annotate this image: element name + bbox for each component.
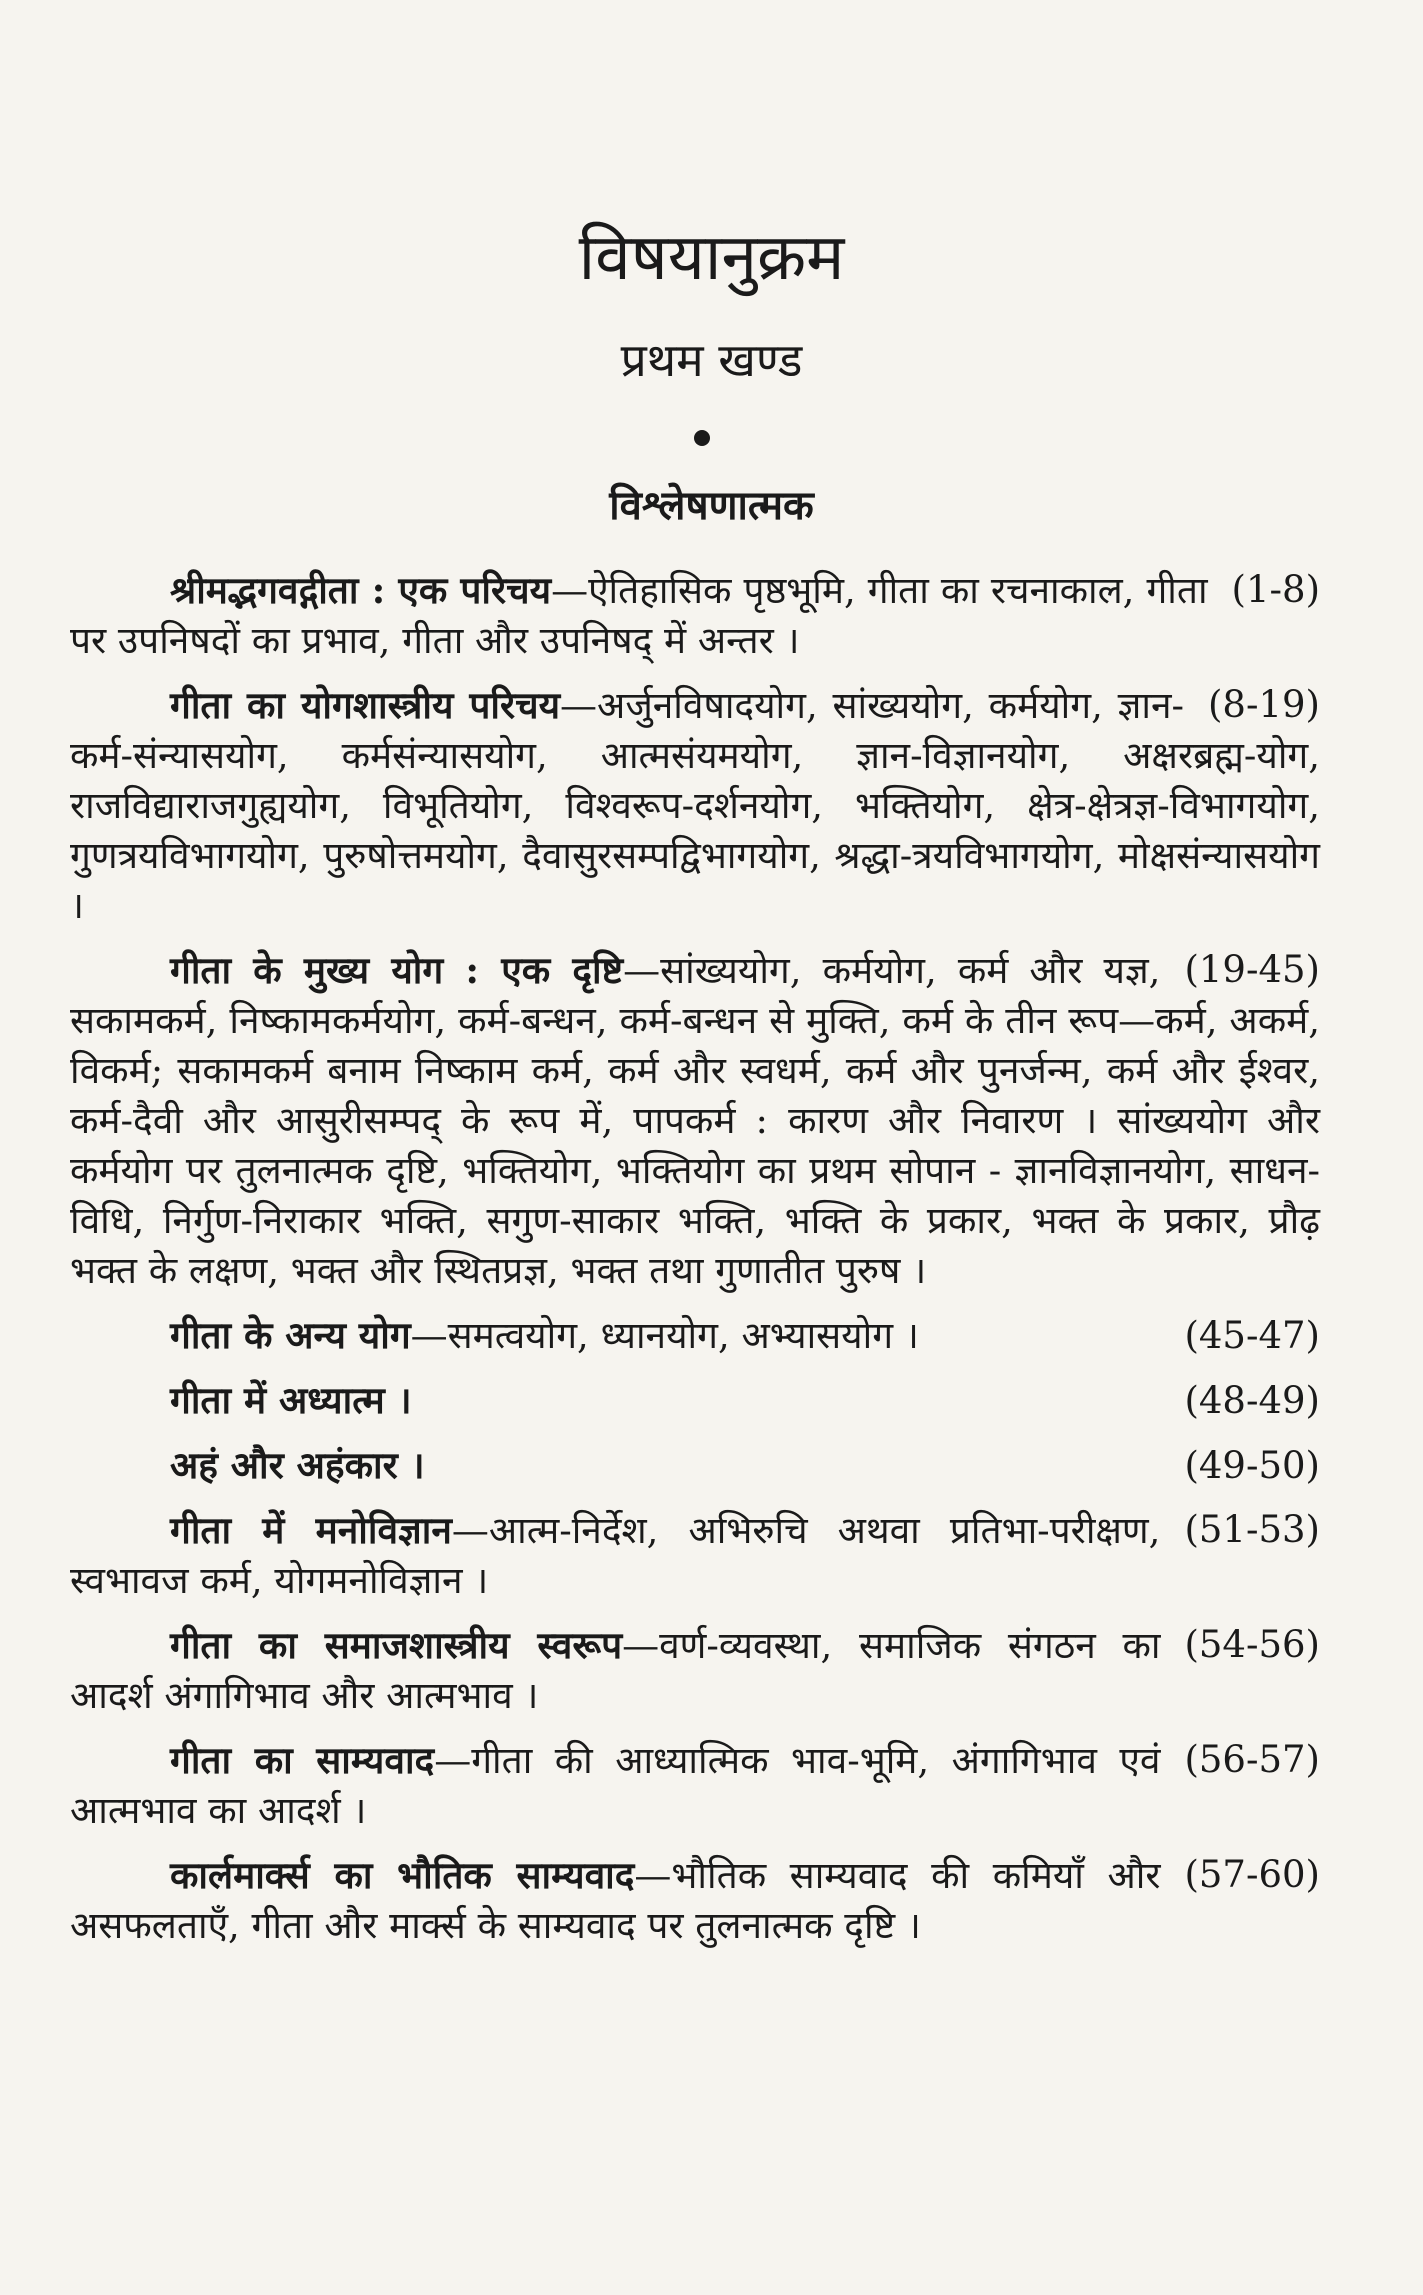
toc-heading: गीता में अध्यात्म । (170, 1378, 412, 1422)
toc-text: —सांख्ययोग, कर्मयोग, कर्म और यज्ञ, सकामकर्म, निष्कामकर्मयोग, कर्म-बन्धन, कर्म-बन्धन से मुक्ति, कर्म के तीन रूप—कर्म, अकर्म, विकर्म; सकामकर्म बनाम निष्काम कर्म, कर्म और स्वधर्म, कर्म और पुनर्जन्म, कर्म और ईश्वर, कर्म-दैवी और आसुरीसम्पद् के रूप में, पापकर्म : कारण और निवारण । सांख्ययोग और कर्मयोग पर तुलनात्मक दृष्टि, भक्तियोग, भक्तियोग का प्रथम सोपान - ज्ञानविज्ञानयोग, साधन-विधि, निर्गुण-निराकार भक्ति, सगुण-साकार भक्ति, भक्ति के प्रकार, भक्त के प्रकार, प्रौढ़ भक्त के लक्षण, भक्त और स्थितप्रज्ञ, भक्त तथा गुणातीत पुरुष । (70, 949, 1320, 1292)
toc-heading: गीता का समाजशास्त्रीय स्वरूप (170, 1623, 623, 1667)
toc-pages: (49-50) (1184, 1444, 1320, 1487)
toc-text: —ऐतिहासिक पृष्ठभूमि, गीता का रचनाकाल, गीता पर उपनिषदों का प्रभाव, गीता और उपनिषद् में अन्तर । (70, 569, 1208, 662)
toc-entry (70, 1440, 1320, 1491)
toc-entry (70, 1735, 1320, 1836)
toc-heading: श्रीमद्भगवद्गीता : एक परिचय (170, 568, 552, 612)
toc-text: —वर्ण-व्यवस्था, समाजिक संगठन का आदर्श अंगागिभाव और आत्मभाव । (70, 1624, 1161, 1717)
toc-heading: अहं और अहंकार । (170, 1443, 425, 1487)
toc-text: —समत्वयोग, ध्यानयोग, अभ्यासयोग । (410, 1314, 919, 1357)
toc-pages: (57-60) (1184, 1853, 1320, 1896)
toc-text: —गीता की आध्यात्मिक भाव-भूमि, अंगागिभाव एवं आत्मभाव का आदर्श । (70, 1739, 1161, 1832)
toc-heading: कार्लमार्क्स का भौतिक साम्यवाद (170, 1853, 635, 1897)
toc-entry (70, 1310, 1320, 1361)
toc-entry (70, 1375, 1320, 1426)
toc-heading: गीता का साम्यवाद (170, 1738, 435, 1782)
page-title: विषयानुक्रम (578, 221, 845, 295)
toc-text: —अर्जुनविषादयोग, सांख्ययोग, कर्मयोग, ज्ञान-कर्म-संन्यासयोग, कर्मसंन्यासयोग, आत्मसंयमयोग, ज्ञान-विज्ञानयोग, अक्षरब्रह्म-योग, राजविद्याराजगुह्ययोग, विभूतियोग, विश्वरूप-दर्शनयोग, भक्तियोग, क्षेत्र-क्षेत्रज्ञ-विभागयोग, गुणत्रयविभागयोग, पुरुषोत्तमयोग, दैवासुरसम्पद्विभागयोग, श्रद्धा-त्रयविभागयोग, मोक्षसंन्यासयोग । (70, 684, 1320, 927)
toc-entry (70, 1505, 1320, 1606)
toc-entry (70, 680, 1320, 931)
toc-heading: गीता के मुख्य योग : एक दृष्टि (170, 948, 624, 992)
toc-entry (70, 565, 1320, 666)
toc-entry (70, 1620, 1320, 1721)
bullet-dot-icon (694, 430, 710, 446)
toc-entry (70, 945, 1320, 1296)
section-heading: विश्लेषणात्मक (609, 482, 814, 529)
toc-heading: गीता का योगशास्त्रीय परिचय (170, 683, 561, 727)
toc-text: —आत्म-निर्देश, अभिरुचि अथवा प्रतिभा-परीक्षण, स्वभावज कर्म, योगमनोविज्ञान । (70, 1509, 1161, 1602)
toc-pages: (56-57) (1184, 1738, 1320, 1781)
toc-pages: (19-45) (1184, 948, 1320, 991)
table-of-contents (70, 565, 1320, 1965)
toc-text: —भौतिक साम्यवाद की कमियाँ और असफलताएँ, गीता और मार्क्स के साम्यवाद पर तुलनात्मक दृष्टि । (70, 1854, 1161, 1947)
toc-pages: (54-56) (1184, 1623, 1320, 1666)
toc-pages: (45-47) (1184, 1314, 1320, 1357)
page-subtitle: प्रथम खण्ड (620, 333, 803, 387)
toc-pages: (48-49) (1184, 1379, 1320, 1422)
toc-pages: (51-53) (1184, 1508, 1320, 1551)
toc-entry (70, 1850, 1320, 1951)
toc-pages: (8-19) (1208, 683, 1320, 726)
toc-heading: गीता के अन्य योग (170, 1313, 411, 1357)
toc-heading: गीता में मनोविज्ञान (170, 1508, 452, 1552)
toc-pages: (1-8) (1231, 568, 1320, 611)
